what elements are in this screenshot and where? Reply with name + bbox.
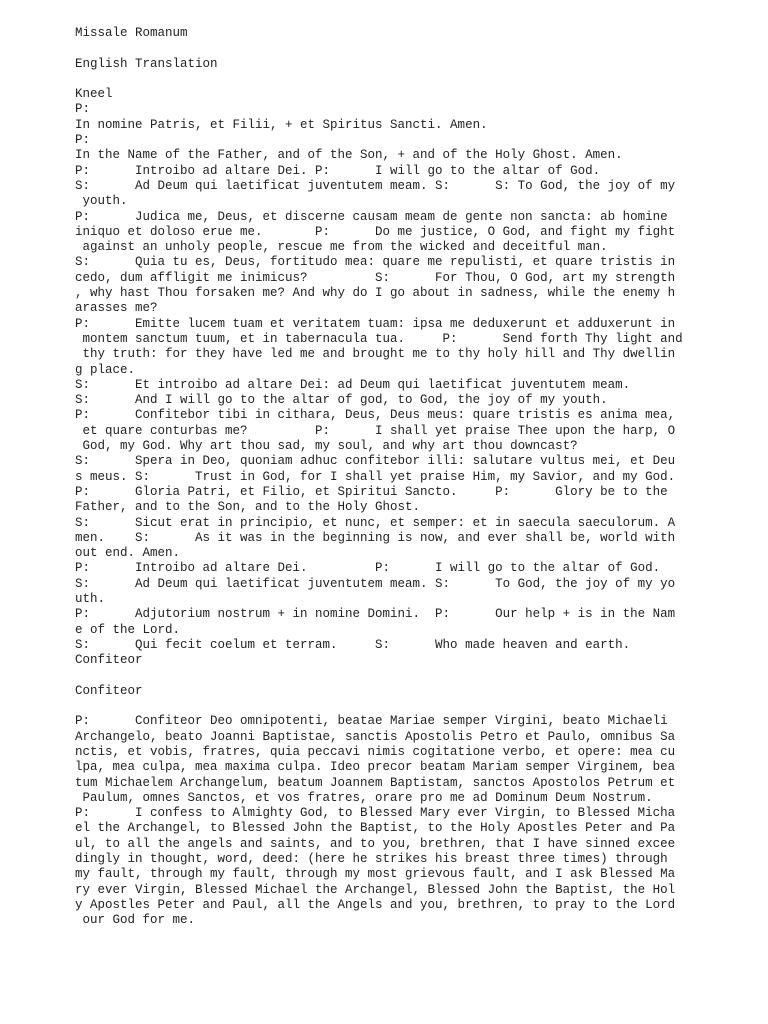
text-line xyxy=(75,72,755,87)
text-line: el the Archangel, to Blessed John the Baptist, to the Holy Apostles Peter and Pa xyxy=(75,821,676,836)
text-line: S: Spera in Deo, quoniam adhuc confitebor illi: salutare vultus mei, et Deu xyxy=(75,454,676,469)
text-line: S: Ad Deum qui laetificat juventutem meam. S: To God, the joy of my yo xyxy=(75,576,676,591)
text-line xyxy=(75,41,755,56)
text-line: S: Quia tu es, Deus, fortitudo mea: quare me repulisti, et quare tristis in xyxy=(75,255,676,270)
text-line: lpa, mea culpa, mea maxima culpa. Ideo precor beatam Mariam semper Virginem, bea xyxy=(75,760,676,775)
text-line: Confiteor xyxy=(75,683,143,698)
text-line: e of the Lord. xyxy=(75,622,181,637)
text-line: S: Ad Deum qui laetificat juventutem meam. S: S: To God, the joy of my xyxy=(75,178,676,193)
text-line: our God for me. xyxy=(75,913,196,928)
text-line: cedo, dum affligit me inimicus? S: For Thou, O God, art my strength xyxy=(75,270,676,285)
text-line: Archangelo, beato Joanni Baptistae, sanctis Apostolis Petro et Paulo, omnibus Sa xyxy=(75,729,676,744)
text-line: Father, and to the Son, and to the Holy Ghost. xyxy=(75,500,421,515)
text-line: P: Gloria Patri, et Filio, et Spiritui Sancto. P: Glory be to the xyxy=(75,484,668,499)
text-line: against an unholy people, rescue me from the wicked and deceitful man. xyxy=(75,240,608,255)
text-line xyxy=(75,668,755,683)
text-line: thy truth: for they have led me and brought me to thy holy hill and Thy dwellin xyxy=(75,347,676,362)
text-line: S: Qui fecit coelum et terram. S: Who made heaven and earth. xyxy=(75,637,631,652)
text-line: P: xyxy=(75,133,91,148)
text-line: Kneel xyxy=(75,87,113,102)
text-line: P: I confess to Almighty God, to Blessed Mary ever Virgin, to Blessed Micha xyxy=(75,806,676,821)
text-line: In the Name of the Father, and of the Son, + and of the Holy Ghost. Amen. xyxy=(75,148,623,163)
text-line: iniquo et doloso erue me. P: Do me justice, O God, and fight my fight xyxy=(75,224,676,239)
text-line: P: Introibo ad altare Dei. P: I will go to the altar of God. xyxy=(75,561,661,576)
text-line: S: Sicut erat in principio, et nunc, et semper: et in saecula saeculorum. A xyxy=(75,515,676,530)
text-line: In nomine Patris, et Filii, + et Spiritus Sancti. Amen. xyxy=(75,117,488,132)
text-line: S: And I will go to the altar of god, to God, the joy of my youth. xyxy=(75,393,608,408)
document-body xyxy=(75,26,755,929)
text-line: et quare conturbas me? P: I shall yet praise Thee upon the harp, O xyxy=(75,423,676,438)
text-line: arasses me? xyxy=(75,301,158,316)
text-line: g place. xyxy=(75,362,136,377)
text-line: montem sanctum tuum, et in tabernacula tua. P: Send forth Thy light and xyxy=(75,331,683,346)
text-line: ry ever Virgin, Blessed Michael the Archangel, Blessed John the Baptist, the Hol xyxy=(75,882,676,897)
text-line: ul, to all the angels and saints, and to you, brethren, that I have sinned excee xyxy=(75,836,676,851)
text-line: Paulum, omnes Sanctos, et vos fratres, orare pro me ad Dominum Deum Nostrum. xyxy=(75,790,653,805)
text-line: tum Michaelem Archangelum, beatum Joannem Baptistam, sanctos Apostolos Petrum et xyxy=(75,775,676,790)
text-line: youth. xyxy=(75,194,128,209)
text-line: P: Emitte lucem tuam et veritatem tuam: ipsa me deduxerunt et adduxerunt in xyxy=(75,316,676,331)
text-line: uth. xyxy=(75,591,106,606)
text-line: S: Et introibo ad altare Dei: ad Deum qui laetificat juventutem meam. xyxy=(75,377,631,392)
text-line: men. S: As it was in the beginning is now, and ever shall be, world with xyxy=(75,530,676,545)
text-line: P: Introibo ad altare Dei. P: I will go to the altar of God. xyxy=(75,163,601,178)
text-line: P: Confitebor tibi in cithara, Deus, Deus meus: quare tristis es anima mea, xyxy=(75,408,676,423)
text-line: God, my God. Why art thou sad, my soul, and why art thou downcast? xyxy=(75,439,578,454)
text-line: nctis, et vobis, fratres, quia peccavi nimis cogitatione verbo, et opere: mea cu xyxy=(75,744,676,759)
text-line: , why hast Thou forsaken me? And why do I go about in sadness, while the enemy h xyxy=(75,286,676,301)
text-line: Confiteor xyxy=(75,653,143,668)
text-line: P: Adjutorium nostrum + in nomine Domini. P: Our help + is in the Nam xyxy=(75,607,676,622)
text-line: P: Confiteor Deo omnipotenti, beatae Mariae semper Virgini, beato Michaeli xyxy=(75,714,668,729)
text-line: s meus. S: Trust in God, for I shall yet praise Him, my Savior, and my God. xyxy=(75,469,676,484)
text-line: P: Judica me, Deus, et discerne causam meam de gente non sancta: ab homine xyxy=(75,209,668,224)
text-line: English Translation xyxy=(75,56,218,71)
text-line: out end. Amen. xyxy=(75,546,181,561)
text-line: my fault, through my fault, through my most grievous fault, and I ask Blessed Ma xyxy=(75,867,676,882)
text-line: Missale Romanum xyxy=(75,26,188,40)
text-line: P: xyxy=(75,102,91,117)
text-line: y Apostles Peter and Paul, all the Angels and you, brethren, to pray to the Lord xyxy=(75,897,676,912)
text-line: dingly in thought, word, deed: (here he strikes his breast three times) through xyxy=(75,852,668,867)
text-line xyxy=(75,699,755,714)
